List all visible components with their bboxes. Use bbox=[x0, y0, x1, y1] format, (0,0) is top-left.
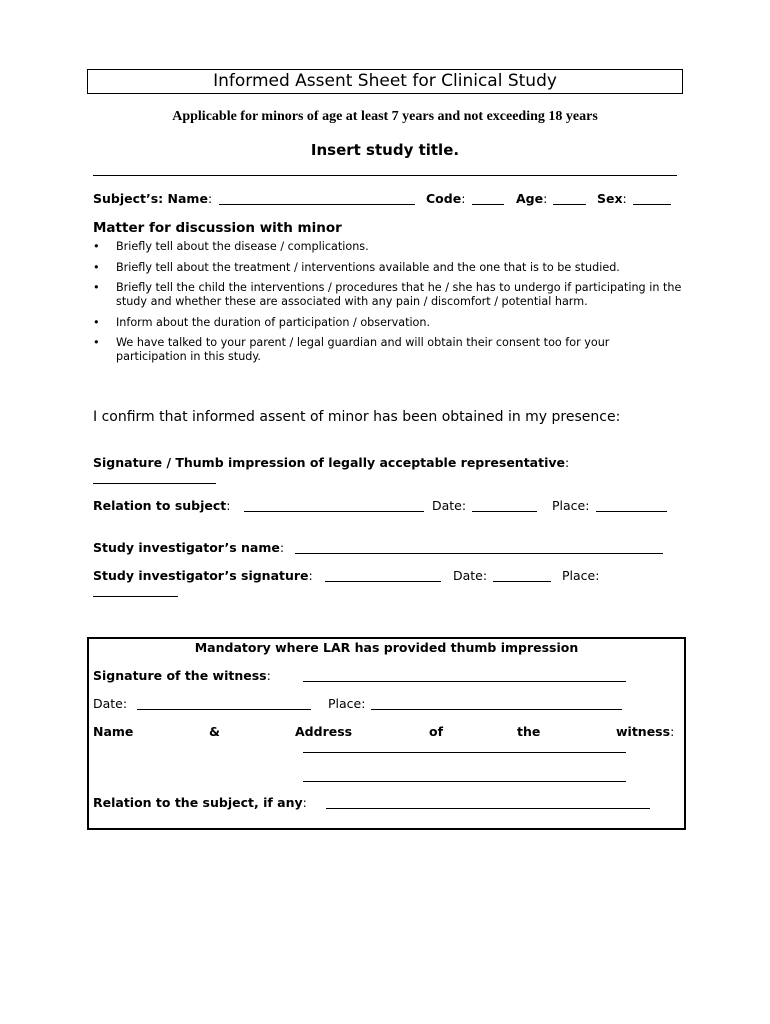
lar-signature-colon: : bbox=[565, 455, 570, 470]
form-subtitle: Applicable for minors of age at least 7 years and not exceeding 18 years bbox=[172, 109, 598, 124]
investigator-signature-field[interactable] bbox=[325, 581, 441, 582]
lar-place-label: Place: bbox=[552, 498, 590, 513]
bullet-dot: • bbox=[93, 315, 100, 329]
subject-sex-label: Sex bbox=[597, 191, 623, 206]
subject-age-field[interactable] bbox=[553, 204, 586, 205]
witness-relation-field[interactable] bbox=[326, 808, 650, 809]
subject-age-row bbox=[516, 191, 547, 206]
investigator-name-row bbox=[93, 540, 284, 555]
witness-word-colon: : bbox=[670, 724, 675, 739]
subject-code-row bbox=[426, 191, 465, 206]
list-item-text: Briefly tell the child the interventions / procedures that he / she has to undergo if participating in the study and whether these are associated with any pain / discomfort / potential harm. bbox=[116, 281, 682, 308]
witness-relation-colon: : bbox=[302, 795, 307, 810]
witness-relation-row bbox=[93, 795, 307, 810]
witness-date-field[interactable] bbox=[137, 709, 311, 710]
witness-signature-row bbox=[93, 668, 271, 683]
relation-row bbox=[93, 498, 231, 513]
list-item-text: Briefly tell about the disease / complications. bbox=[116, 240, 369, 253]
discussion-heading: Matter for discussion with minor bbox=[93, 220, 342, 236]
lar-signature-field[interactable] bbox=[93, 483, 216, 484]
list-item bbox=[93, 316, 683, 330]
list-item bbox=[93, 240, 683, 254]
name-word: Name bbox=[93, 724, 134, 739]
subject-sex-field[interactable] bbox=[633, 204, 671, 205]
list-item-text: Briefly tell about the treatment / interventions available and the one that is to be studied. bbox=[116, 260, 620, 274]
subject-name-row bbox=[93, 191, 212, 206]
witness-word-row bbox=[616, 724, 674, 739]
bullet-dot: • bbox=[93, 336, 100, 349]
lar-place-field[interactable] bbox=[596, 511, 667, 512]
witness-signature-colon: : bbox=[266, 668, 271, 683]
lar-signature-row bbox=[93, 455, 569, 470]
list-item bbox=[93, 336, 683, 364]
subject-name-field[interactable] bbox=[219, 204, 415, 205]
witness-date-label: Date: bbox=[93, 696, 128, 711]
lar-date-field[interactable] bbox=[472, 511, 537, 512]
subject-code-colon: : bbox=[461, 191, 466, 206]
subject-age-colon: : bbox=[543, 191, 548, 206]
study-title: Insert study title. bbox=[310, 141, 460, 159]
relation-colon: : bbox=[226, 498, 231, 513]
list-item-text: We have talked to your parent / legal guardian and will obtain their consent too for your participation in this study. bbox=[116, 336, 610, 363]
relation-field[interactable] bbox=[244, 511, 424, 512]
investigator-name-label: Study investigator’s name bbox=[93, 540, 280, 555]
form-title: Informed Assent Sheet for Clinical Study bbox=[87, 69, 683, 94]
investigator-place-label: Place: bbox=[562, 568, 600, 583]
bullet-dot: • bbox=[93, 240, 100, 253]
study-title-underline[interactable] bbox=[93, 175, 677, 176]
address-word: Address bbox=[295, 724, 353, 739]
witness-address-field-1[interactable] bbox=[303, 752, 626, 753]
lar-signature-label: Signature / Thumb impression of legally acceptable representative bbox=[93, 455, 565, 470]
list-item-text: Inform about the duration of participation / observation. bbox=[116, 315, 431, 329]
list-item bbox=[93, 281, 683, 309]
witness-signature-label: Signature of the witness bbox=[93, 668, 267, 683]
witness-box-title: Mandatory where LAR has provided thumb impression bbox=[194, 640, 579, 655]
bullet-dot: • bbox=[93, 260, 100, 274]
subject-name-label: Subject’s: Name bbox=[93, 191, 208, 206]
subject-sex-colon: : bbox=[622, 191, 627, 206]
investigator-place-field[interactable] bbox=[93, 596, 178, 597]
investigator-signature-label: Study investigator’s signature bbox=[93, 568, 309, 583]
witness-signature-field[interactable] bbox=[303, 681, 626, 682]
discussion-list bbox=[93, 240, 683, 371]
relation-label: Relation to subject bbox=[93, 498, 227, 513]
lar-date-label: Date: bbox=[432, 498, 467, 513]
investigator-name-colon: : bbox=[279, 540, 285, 555]
of-word: of bbox=[429, 724, 444, 739]
subject-code-field[interactable] bbox=[472, 204, 504, 205]
subject-sex-row bbox=[597, 191, 627, 206]
investigator-signature-colon: : bbox=[308, 568, 313, 583]
confirmation-statement: I confirm that informed assent of minor has been obtained in my presence: bbox=[93, 409, 621, 425]
witness-place-label: Place: bbox=[328, 696, 366, 711]
subject-code-label: Code bbox=[426, 191, 462, 206]
the-word: the bbox=[517, 724, 541, 739]
witness-word: witness bbox=[616, 724, 671, 739]
investigator-date-label: Date: bbox=[453, 568, 488, 583]
investigator-signature-row bbox=[93, 568, 313, 583]
subject-name-colon: : bbox=[207, 191, 213, 206]
bullet-dot: • bbox=[93, 281, 100, 294]
subject-age-label: Age bbox=[516, 191, 544, 206]
list-item bbox=[93, 261, 683, 275]
ampersand-word: & bbox=[209, 724, 220, 739]
witness-address-field-2[interactable] bbox=[303, 781, 626, 782]
witness-place-field[interactable] bbox=[371, 709, 622, 710]
investigator-name-field[interactable] bbox=[295, 553, 663, 554]
witness-relation-label: Relation to the subject, if any bbox=[93, 795, 303, 810]
investigator-date-field[interactable] bbox=[493, 581, 551, 582]
